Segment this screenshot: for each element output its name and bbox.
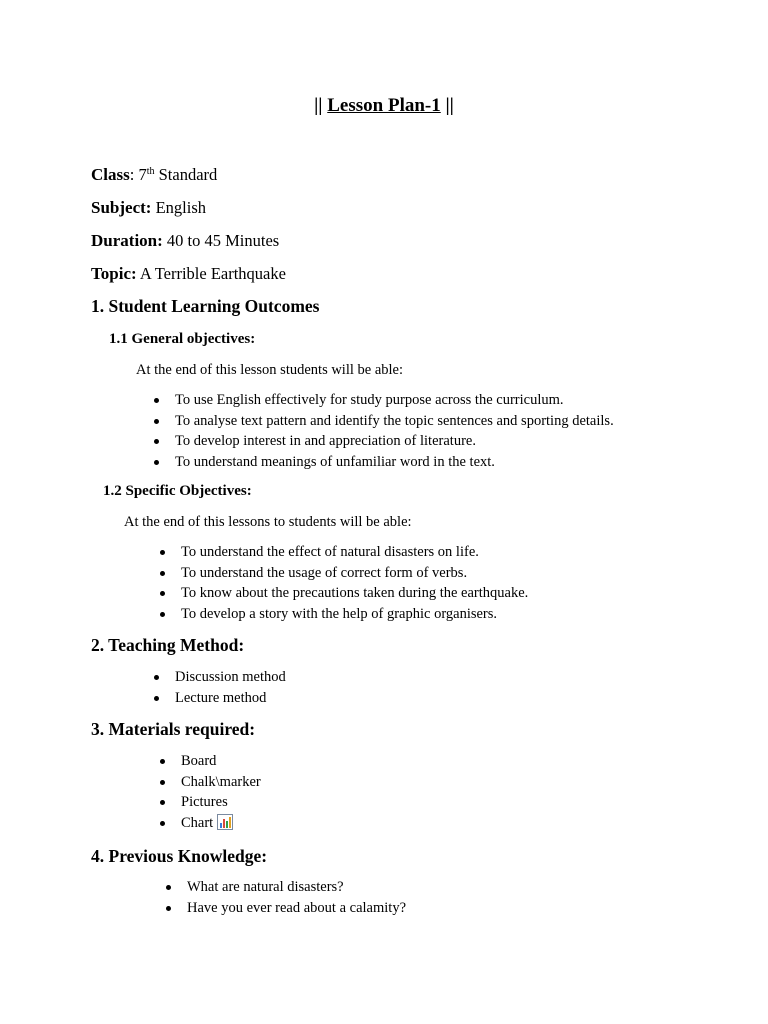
duration-label: Duration: [91,231,163,250]
bullet-icon [160,571,165,576]
section4-heading: 4. Previous Knowledge: [91,846,268,866]
bullet-icon [160,759,165,764]
list-item-text: Chart [181,814,214,831]
bullet-icon [166,885,171,890]
section2-heading: 2. Teaching Method: [91,635,245,655]
list-item-text: To know about the precautions taken during the earthquake. [181,585,529,601]
specific-objectives-intro: At the end of this lessons to students will be able: [124,514,412,530]
list-item [187,877,406,898]
class-value-rest: Standard [158,165,218,184]
list-item [181,542,528,563]
bullet-icon [154,696,159,701]
bullet-icon [154,419,159,424]
list-item [175,431,614,452]
subject-value: English [155,198,206,217]
bullet-icon [160,800,165,805]
list-item-text: Lecture method [175,689,267,706]
bullet-icon [166,906,171,911]
list-item-text: To analyse text pattern and identify the topic sentences and sporting details. [175,412,614,429]
list-item [181,583,528,604]
list-item-text: To develop interest in and appreciation of literature. [175,433,476,449]
class-value-num: 7 [138,165,147,184]
class-line: Class: 7th Standard [91,165,218,184]
list-item [175,411,614,432]
list-item [187,898,406,919]
general-objectives-list [175,390,614,472]
list-item [181,604,528,625]
topic-line [91,264,286,284]
teaching-method-list [175,667,286,708]
list-item-text: To use English effectively for study purpose across the curriculum. [175,392,564,408]
previous-knowledge-list [187,877,406,918]
list-item-text: Pictures [181,794,228,810]
list-item [181,563,528,584]
subject-label: Subject: [91,198,152,217]
list-item-text: To understand the usage of correct form of verbs. [181,564,468,581]
duration-value: 40 to 45 Minutes [166,231,280,250]
bullet-icon [154,675,159,680]
page-title [0,95,768,117]
bullet-icon [154,460,159,465]
subject-line [91,198,206,218]
section3-heading: 3. Materials required: [91,719,256,739]
materials-list [181,751,261,833]
duration-line [91,231,279,251]
bullet-icon [154,398,159,403]
list-item-text: To understand meanings of unfamiliar word in the text. [175,453,495,470]
bullet-icon [154,439,159,444]
title-text: Lesson Plan-1 [327,95,441,116]
bullet-icon [160,821,165,826]
bullet-icon [160,612,165,617]
bullet-icon [160,550,165,555]
list-item-text: To understand the effect of natural disasters on life. [181,544,479,560]
list-item-text: Chalk\marker [181,773,261,790]
class-value-sup: th [146,166,155,177]
list-item [181,813,261,834]
general-objectives-intro: At the end of this lesson students will be able: [136,362,404,378]
list-item [175,390,614,411]
list-item-text: To develop a story with the help of graphic organisers. [181,605,498,622]
list-item [181,792,261,813]
list-item-text: What are natural disasters? [187,879,344,895]
topic-value: A Terrible Earthquake [139,264,286,283]
list-item [175,688,286,709]
list-item [181,772,261,793]
list-item-text: Board [181,753,217,769]
class-label: Class [91,165,130,184]
list-item [181,751,261,772]
specific-objectives-heading: 1.2 Specific Objectives: [103,483,252,499]
list-item [175,667,286,688]
title-bars-right: || [445,95,454,116]
section1-heading: 1. Student Learning Outcomes [91,296,320,316]
list-item-text: Discussion method [175,669,286,685]
specific-objectives-list [181,542,528,624]
topic-label: Topic: [91,264,137,283]
general-objectives-heading: 1.1 General objectives: [109,331,256,347]
list-item [175,452,614,473]
title-bars-left: || [314,95,323,116]
bar-chart-icon [217,814,233,830]
bullet-icon [160,591,165,596]
list-item-text: Have you ever read about a calamity? [187,899,407,916]
bullet-icon [160,780,165,785]
